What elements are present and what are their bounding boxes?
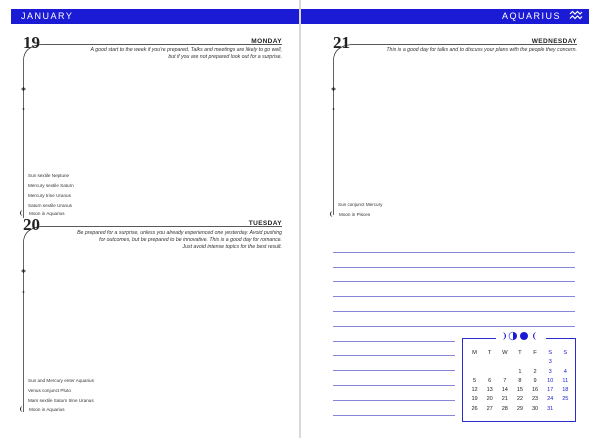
aspect-item: Mercury sextile Saturn	[28, 183, 74, 188]
calendar-day: 4	[563, 368, 567, 375]
calendar-day: 17	[547, 387, 554, 394]
calendar-day	[482, 368, 497, 377]
aspect-list	[28, 171, 74, 211]
aspect-item: Venus conjunct Pluto	[28, 388, 71, 393]
day-number: 20	[23, 215, 40, 234]
crescent-moon-icon	[20, 406, 26, 412]
daily-horoscope: A good start to the week if you're prepared. Talks and meetings are likely to go well, but if you are not prepared look out for a surprise.	[90, 47, 282, 61]
calendar-week-row	[467, 395, 573, 404]
full-moon-icon	[520, 332, 528, 340]
calendar-day: 21	[501, 396, 508, 403]
calendar-weeks	[467, 368, 573, 414]
note-line	[333, 386, 455, 401]
calendar-day: 14	[501, 387, 508, 394]
waxing-crescent-icon	[502, 332, 506, 340]
note-line	[333, 238, 575, 253]
moon-sign: Moon in Aquarius	[20, 406, 65, 414]
weekday-label: MONDAY	[251, 38, 282, 45]
daily-horoscope: This is a good day for talks and to discuss your plans with the people they concern.	[386, 47, 577, 53]
sign-label: AQUARIUS	[501, 11, 561, 21]
first-quarter-outline-icon	[509, 332, 513, 340]
aquarius-glyph-icon	[569, 10, 583, 20]
crescent-moon-icon	[330, 211, 336, 217]
calendar-week-row	[467, 405, 573, 414]
calendar-day: 20	[486, 396, 493, 403]
note-line	[333, 253, 575, 268]
calendar-weekday-row: M T W T F S S	[472, 350, 568, 356]
aspect-item: Sun and Mercury enter Aquarius	[28, 378, 94, 383]
note-line	[333, 401, 455, 416]
calendar-day: 9	[533, 377, 537, 384]
moon-sign: Moon in Aquarius	[20, 210, 65, 218]
aspect-item: Saturn sextile Uranus	[28, 203, 72, 208]
sign-bar	[301, 9, 589, 24]
calendar-day: 30	[531, 405, 539, 412]
note-line	[333, 356, 455, 371]
day-number: 21	[333, 33, 350, 52]
calendar-day: 1	[518, 368, 522, 375]
aspect-item: Sun sextile Neptune	[28, 173, 70, 178]
calendar-day: 12	[471, 387, 478, 394]
calendar-day: 3	[548, 368, 552, 375]
calendar-day: 10	[547, 377, 554, 384]
calendar-day: 22	[516, 396, 524, 403]
calendar-day: 2	[533, 368, 537, 375]
calendar-day: 25	[562, 396, 569, 403]
calendar-day: 11	[562, 377, 569, 384]
month-bar	[11, 9, 299, 24]
aspect-list	[338, 200, 382, 210]
calendar-week-row	[467, 368, 573, 377]
calendar-day: 27	[486, 405, 493, 412]
calendar-day: 13	[486, 387, 493, 394]
first-quarter-icon	[513, 332, 517, 340]
calendar-day	[497, 368, 512, 377]
aspect-item: Sun conjunct Mercury	[338, 202, 383, 207]
calendar-day: 19	[471, 396, 478, 403]
weekday-label: WEDNESDAY	[531, 38, 577, 45]
calendar-day	[558, 405, 573, 414]
day-number: 19	[23, 33, 40, 52]
month-label: JANUARY	[21, 11, 74, 21]
note-line	[333, 268, 575, 283]
aspect-item: Mercury trine Uranus	[28, 193, 71, 198]
page-gutter	[299, 0, 301, 438]
calendar-marker: 3	[548, 359, 552, 366]
weekday-label: TUESDAY	[248, 220, 282, 227]
calendar-day: 6	[488, 377, 492, 384]
calendar-day: 29	[516, 405, 524, 412]
calendar-day: 18	[562, 387, 569, 394]
calendar-day: 5	[473, 377, 477, 384]
note-line	[333, 327, 455, 342]
aspect-list	[28, 376, 94, 406]
note-line	[333, 297, 575, 312]
calendar-day: 26	[471, 405, 478, 412]
calendar-day: 7	[503, 377, 507, 384]
mini-calendar	[462, 338, 576, 422]
calendar-day: 28	[501, 405, 508, 412]
calendar-day: 8	[518, 377, 522, 384]
calendar-day: 16	[531, 387, 539, 394]
moon-phase-icons	[496, 331, 546, 341]
daily-horoscope: Be prepared for a surprise, unless you already experienced one yesterday. Avoid pushing for outcomes, but be prepared to be innovative. This is a good day for romance. Just avoid intense topics for the best result.	[77, 230, 282, 251]
calendar-day: 23	[531, 396, 539, 403]
note-line	[333, 282, 575, 297]
calendar-week-row	[467, 386, 573, 395]
note-line	[333, 342, 455, 357]
calendar-day: 15	[516, 387, 524, 394]
waning-crescent-icon	[533, 332, 537, 340]
calendar-day: 31	[547, 405, 554, 412]
moon-sign: Moon in Pisces	[330, 211, 370, 219]
aspect-item: Mars sextile Saturn trine Uranus	[28, 398, 94, 403]
calendar-day: 24	[547, 396, 554, 403]
calendar-week-row	[467, 377, 573, 386]
note-line	[333, 312, 575, 327]
calendar-day	[467, 368, 482, 377]
calendar-grid	[467, 349, 573, 414]
note-line	[333, 371, 455, 386]
